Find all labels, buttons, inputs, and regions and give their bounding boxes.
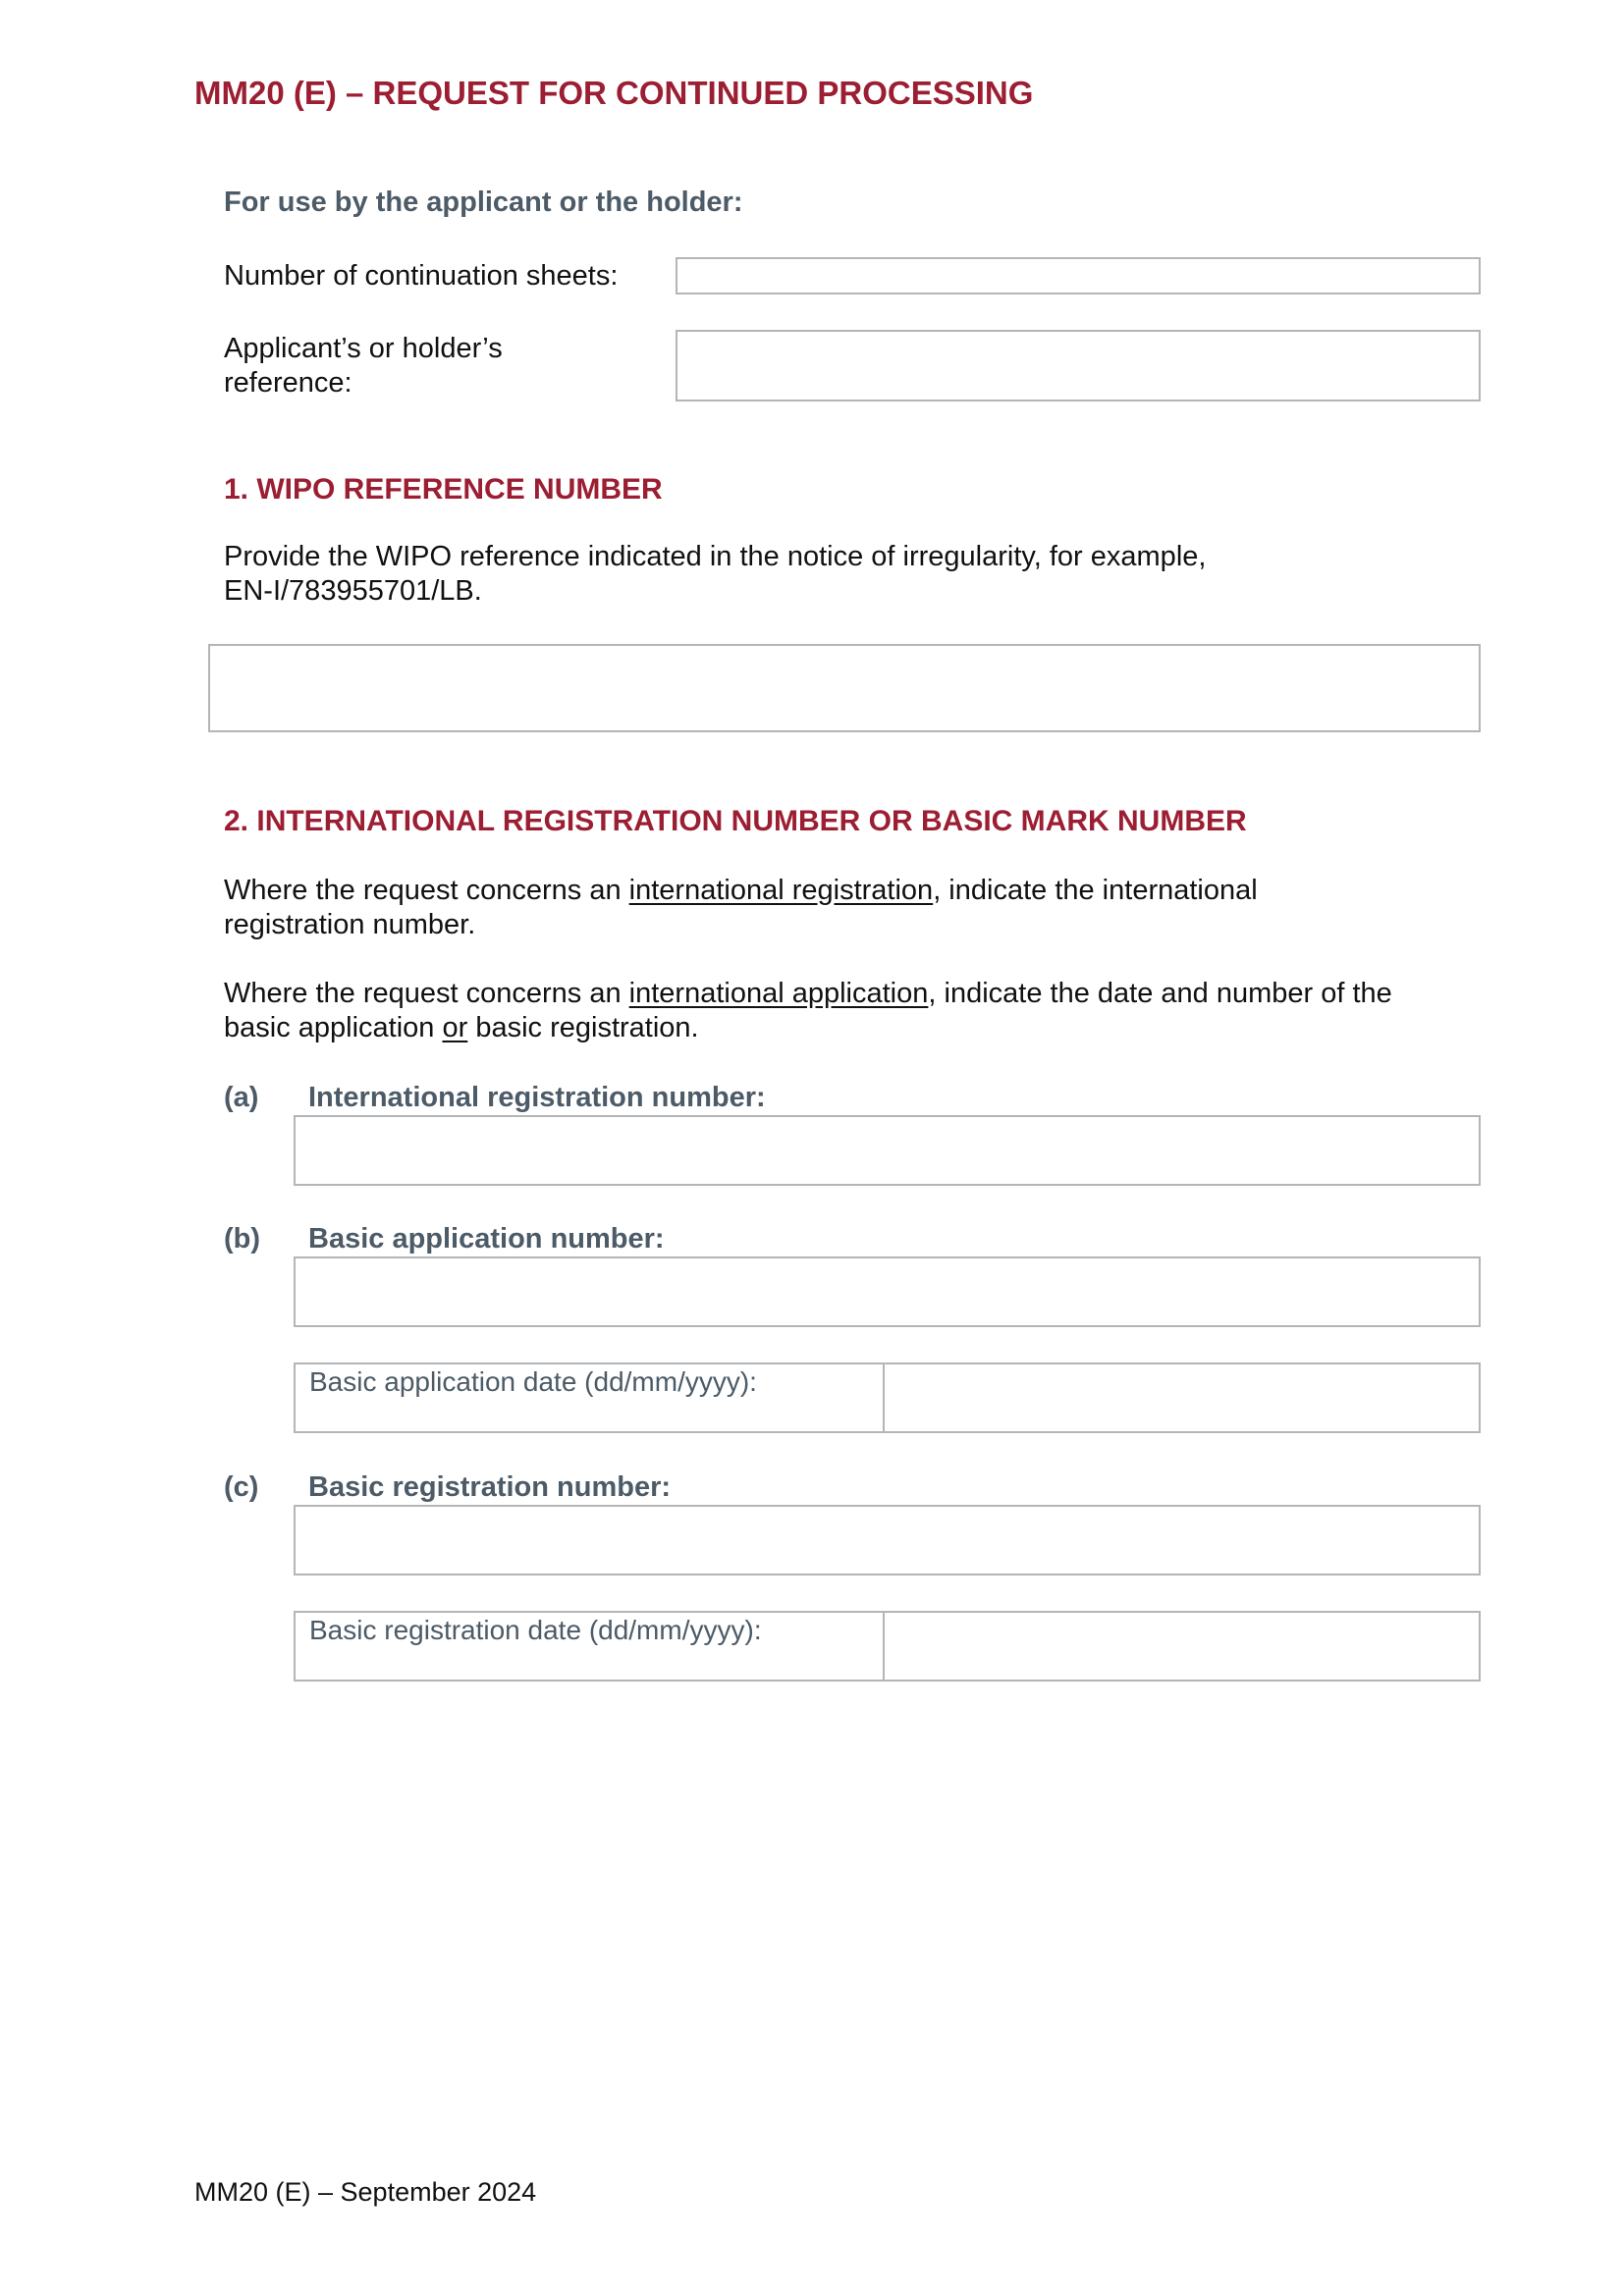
para1-text-after: , indicate the international bbox=[933, 875, 1258, 906]
international-registration-number-input[interactable] bbox=[294, 1115, 1481, 1186]
basic-registration-date-row bbox=[294, 1611, 1481, 1682]
form-title: MM20 (E) – REQUEST FOR CONTINUED PROCESSING bbox=[194, 75, 1034, 111]
item-c-label: Basic registration number: bbox=[308, 1471, 672, 1503]
para2-text-before: Where the request concerns an bbox=[224, 978, 629, 1009]
section2-paragraph1-line2: registration number. bbox=[224, 909, 476, 940]
item-b-label: Basic application number: bbox=[308, 1223, 665, 1255]
reference-label-line2: reference: bbox=[224, 367, 352, 399]
para2-line2-before: basic application bbox=[224, 1012, 443, 1043]
applicant-heading: For use by the applicant or the holder: bbox=[224, 187, 743, 218]
basic-application-date-label: Basic application date (dd/mm/yyyy): bbox=[296, 1364, 885, 1431]
basic-registration-date-input[interactable] bbox=[885, 1613, 1479, 1680]
section2-paragraph1 bbox=[224, 874, 1500, 942]
continuation-sheets-input[interactable] bbox=[676, 257, 1481, 294]
item-a-label: International registration number: bbox=[308, 1082, 766, 1113]
section2-paragraph1-line1 bbox=[224, 874, 1500, 908]
section2-paragraph2 bbox=[224, 977, 1500, 1045]
reference-input[interactable] bbox=[676, 330, 1481, 401]
or-emphasis: or bbox=[442, 1012, 468, 1043]
basic-application-date-row bbox=[294, 1362, 1481, 1433]
item-a-letter: (a) bbox=[224, 1082, 259, 1113]
para2-text-after: , indicate the date and number of the bbox=[928, 978, 1392, 1009]
section2-paragraph2-line2 bbox=[224, 1011, 1500, 1045]
section1-instruction-line2: EN-I/783955701/LB. bbox=[224, 575, 482, 607]
reference-label bbox=[224, 332, 503, 400]
para2-line2-after: basic registration. bbox=[467, 1012, 699, 1043]
basic-application-date-input[interactable] bbox=[885, 1364, 1479, 1431]
international-registration-emphasis: international registration bbox=[628, 875, 934, 906]
item-b-letter: (b) bbox=[224, 1223, 261, 1255]
section2-paragraph2-line1 bbox=[224, 977, 1500, 1011]
para1-text-before: Where the request concerns an bbox=[224, 875, 629, 906]
international-application-emphasis: international application bbox=[628, 978, 929, 1009]
page-footer: MM20 (E) – September 2024 bbox=[194, 2177, 537, 2207]
section1-instruction-line1: Provide the WIPO reference indicated in the notice of irregularity, for example, bbox=[224, 541, 1207, 572]
basic-application-number-input[interactable] bbox=[294, 1256, 1481, 1327]
reference-label-line1: Applicant’s or holder’s bbox=[224, 333, 503, 364]
section2-title: 2. INTERNATIONAL REGISTRATION NUMBER OR BASIC MARK NUMBER bbox=[224, 805, 1247, 837]
basic-registration-date-label: Basic registration date (dd/mm/yyyy): bbox=[296, 1613, 885, 1680]
section1-instruction bbox=[224, 540, 1500, 609]
basic-registration-number-input[interactable] bbox=[294, 1505, 1481, 1575]
wipo-reference-input[interactable] bbox=[208, 644, 1481, 732]
item-c-letter: (c) bbox=[224, 1471, 259, 1503]
section1-title: 1. WIPO REFERENCE NUMBER bbox=[224, 473, 663, 506]
continuation-sheets-label: Number of continuation sheets: bbox=[224, 260, 619, 292]
